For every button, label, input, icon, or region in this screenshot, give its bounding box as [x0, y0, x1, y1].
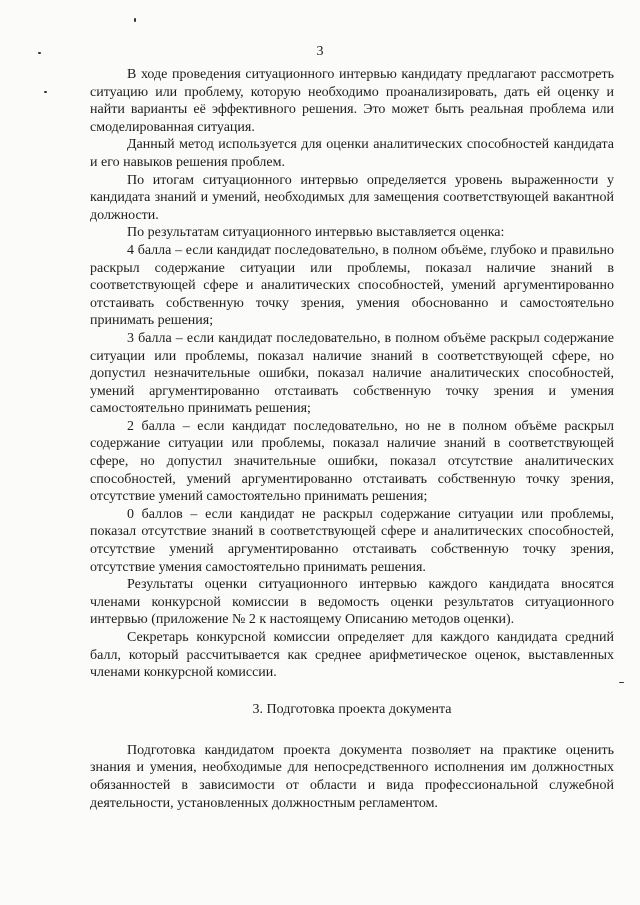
- paragraph: Подготовка кандидатом проекта документа позволяет на практике оценить знания и умения, необходимые для непосредственного исполнения им должностных обязанностей в зависимости от области и вида профессиональной служебной деятельности, установленных должностным регламентом.: [90, 742, 614, 811]
- paragraph: По результатам ситуационного интервью выставляется оценка:: [127, 225, 505, 241]
- scan-mark: [134, 18, 136, 22]
- page-number: 3: [316, 44, 324, 59]
- paragraph: По итогам ситуационного интервью определяется уровень выраженности у кандидата знаний и умений, необходимых для замещения соответствующей вакантной должности.: [90, 172, 614, 223]
- section-heading: 3. Подготовка проекта документа: [252, 701, 452, 717]
- paragraph: 0 баллов – если кандидат не раскрыл содержание ситуации или проблемы, показал отсутствие знаний в соответствующей сфере и аналитических способностей, отсутствие умений аргументированно отстаивать собственную точку зрения, отсутствие умения самостоятельно принимать решения.: [90, 506, 614, 575]
- paragraph: Данный метод используется для оценки аналитических способностей кандидата и его навыков решения проблем.: [90, 137, 614, 170]
- paragraph: 2 балла – если кандидат последовательно, но не в полном объёме раскрыл содержание ситуации или проблемы, показал наличие знаний в соответствующей сфере, но допустил значительные ошибки, показал отсутствие аналитических способностей, умений аргументированно отстаивать собственную точку зрения, отсутствие умений самостоятельно принимать решения;: [90, 418, 614, 505]
- scan-mark: [44, 91, 47, 93]
- paragraph: В ходе проведения ситуационного интервью кандидату предлагают рассмотреть ситуацию или проблему, которую необходимо проанализировать, дать ей оценку и найти варианты её эффективного решения. Это может быть реальная проблема или смоделированная ситуация.: [90, 67, 614, 135]
- paragraph: Секретарь конкурсной комиссии определяет для каждого кандидата средний балл, который рассчитывается как среднее арифметическое оценок, выставленных членами конкурсной комиссии.: [90, 630, 614, 681]
- paragraph: 4 балла – если кандидат последовательно, в полном объёме, глубоко и правильно раскрыл содержание ситуации или проблемы, показал наличие знаний в соответствующей сфере и аналитических способностей, умений аргументированно отстаивать собственную точку зрения, умения обоснованно и самостоятельно принимать решения;: [90, 242, 614, 329]
- paragraph: Результаты оценки ситуационного интервью каждого кандидата вносятся членами конкурсной комиссии в ведомость оценки результатов ситуационного интервью (приложение № 2 к настоящему Описанию методов оценки).: [90, 577, 614, 628]
- scan-mark: [619, 682, 624, 683]
- document-body: [90, 66, 614, 812]
- paragraph: 3 балла – если кандидат последовательно, в полном объёме раскрыл содержание ситуации или проблемы, показал наличие знаний в соответствующей сфере, но допустил незначительные ошибки, показал наличие аналитических способностей, умений аргументированно отстаивать собственную точку зрения и умения самостоятельно принимать решения;: [90, 330, 614, 417]
